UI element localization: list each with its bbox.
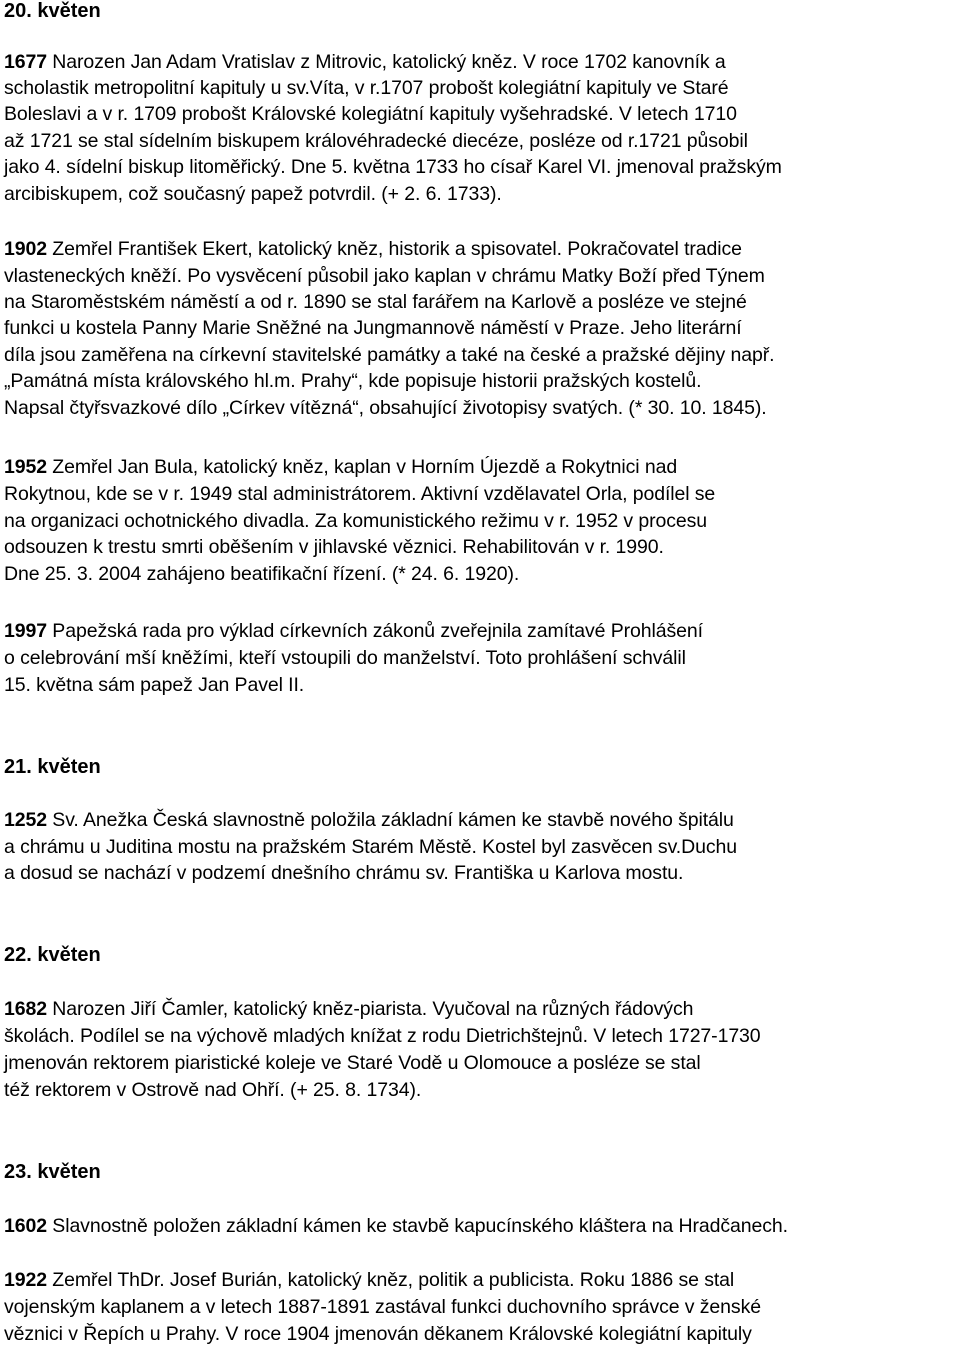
entry-year: 1677 bbox=[4, 51, 47, 73]
entry-line: až 1721 se stal sídelním biskupem královéhradecké diecéze, posléze od r.1721 působil bbox=[4, 130, 748, 152]
entry-year: 1902 bbox=[4, 238, 47, 260]
entry-line: též rektorem v Ostrově nad Ohří. (+ 25. 8. 1734). bbox=[4, 1079, 422, 1101]
entry-line: Rokytnou, kde se v r. 1949 stal administrátorem. Aktivní vzdělavatel Orla, podílel se bbox=[4, 483, 716, 505]
entry-line: a dosud se nachází v podzemí dnešního chrámu sv. Františka u Karlova mostu. bbox=[4, 862, 684, 884]
entry-year: 1682 bbox=[4, 998, 47, 1020]
section-heading: 23. květen bbox=[4, 1161, 101, 1183]
entry-line: 1902 Zemřel František Ekert, katolický kněz, historik a spisovatel. Pokračovatel tradice bbox=[4, 238, 742, 260]
entry-year: 1252 bbox=[4, 809, 47, 831]
entry-line: o celebrování mší kněžími, kteří vstoupili do manželství. Toto prohlášení schválil bbox=[4, 647, 686, 669]
entry-line: 15. května sám papež Jan Pavel II. bbox=[4, 674, 305, 696]
section-heading: 20. květen bbox=[4, 0, 101, 22]
entry-line: vlasteneckých kněží. Po vysvěcení působil jako kaplan v chrámu Matky Boží před Týnem bbox=[4, 265, 765, 287]
entry-line: jmenován rektorem piaristické koleje ve Staré Vodě u Olomouce a posléze se stal bbox=[4, 1052, 701, 1074]
entry-line: 1952 Zemřel Jan Bula, katolický kněz, kaplan v Horním Újezdě a Rokytnici nad bbox=[4, 456, 678, 478]
entry-line: a chrámu u Juditina mostu na pražském Starém Městě. Kostel byl zasvěcen sv.Duchu bbox=[4, 836, 737, 858]
entry-line: díla jsou zaměřena na církevní stavitelské památky a také na české a pražské dějiny např. bbox=[4, 344, 775, 366]
entry-line: věznici v Řepích u Prahy. V roce 1904 jmenován děkanem Královské kolegiátní kapituly bbox=[4, 1323, 752, 1345]
entry-line: vojenským kaplanem a v letech 1887-1891 zastával funkci duchovního správce v ženské bbox=[4, 1296, 761, 1318]
entry-year: 1602 bbox=[4, 1215, 47, 1237]
entry-line: 1252 Sv. Anežka Česká slavnostně položila základní kámen ke stavbě nového špitálu bbox=[4, 809, 734, 831]
entry-line: 1682 Narozen Jiří Čamler, katolický kněz-piarista. Vyučoval na různých řádových bbox=[4, 998, 694, 1020]
entry-line: „Památná místa královského hl.m. Prahy“, kde popisuje historii pražských kostelů. bbox=[4, 370, 702, 392]
entry-year: 1952 bbox=[4, 456, 47, 478]
entry-line: Dne 25. 3. 2004 zahájeno beatifikační řízení. (* 24. 6. 1920). bbox=[4, 563, 520, 585]
section-heading: 22. květen bbox=[4, 944, 101, 966]
section-heading: 21. květen bbox=[4, 756, 101, 778]
entry-line: funkci u kostela Panny Marie Sněžné na Jungmannově náměstí v Praze. Jeho literární bbox=[4, 317, 742, 339]
entry-line: 1602 Slavnostně položen základní kámen ke stavbě kapucínského kláštera na Hradčanech. bbox=[4, 1215, 788, 1237]
entry-line: arcibiskupem, což současný papež potvrdil. (+ 2. 6. 1733). bbox=[4, 183, 502, 205]
entry-year: 1922 bbox=[4, 1269, 47, 1291]
entry-line: scholastik metropolitní kapituly u sv.Víta, v r.1707 probošt kolegiátní kapituly ve Staré bbox=[4, 77, 729, 99]
entry-line: 1677 Narozen Jan Adam Vratislav z Mitrovic, katolický kněz. V roce 1702 kanovník a bbox=[4, 51, 726, 73]
entry-line: na organizaci ochotnického divadla. Za komunistického režimu v r. 1952 v procesu bbox=[4, 510, 708, 532]
entry-line: Napsal čtyřsvazkové dílo „Církev vítězná“, obsahující životopisy svatých. (* 30. 10. 1845). bbox=[4, 397, 767, 419]
entry-line: 1922 Zemřel ThDr. Josef Burián, katolický kněz, politik a publicista. Roku 1886 se stal bbox=[4, 1269, 735, 1291]
entry-line: 1997 Papežská rada pro výklad církevních zákonů zveřejnila zamítavé Prohlášení bbox=[4, 620, 703, 642]
entry-line: jako 4. sídelní biskup litoměřický. Dne 5. května 1733 ho císař Karel VI. jmenoval pražským bbox=[4, 156, 782, 178]
entry-year: 1997 bbox=[4, 620, 47, 642]
entry-line: školách. Podílel se na výchově mladých knížat z rodu Dietrichštejnů. V letech 1727-1730 bbox=[4, 1025, 761, 1047]
entry-line: odsouzen k trestu smrti oběšením v jihlavské věznici. Rehabilitován v r. 1990. bbox=[4, 536, 664, 558]
entry-line: na Staroměstském náměstí a od r. 1890 se stal farářem na Karlově a posléze ve stejné bbox=[4, 291, 747, 313]
entry-line: Boleslavi a v r. 1709 probošt Královské kolegiátní kapituly vyšehradské. V letech 1710 bbox=[4, 103, 737, 125]
